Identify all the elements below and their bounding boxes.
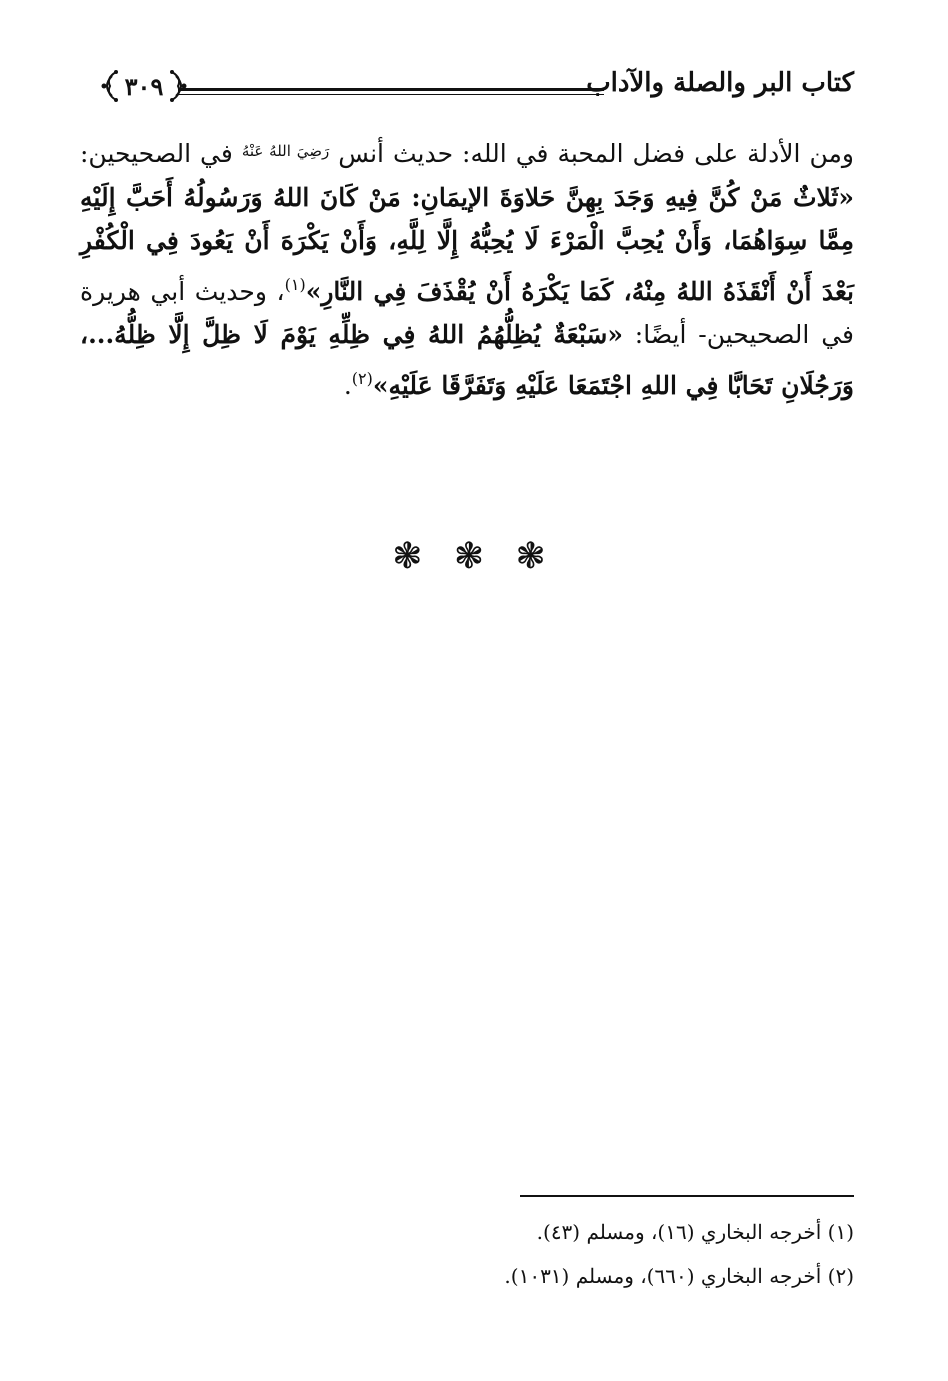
running-title: كتاب البر والصلة والآداب bbox=[586, 68, 854, 98]
footnote-ref-1: (١) bbox=[284, 274, 306, 294]
page-number-ornament bbox=[98, 66, 190, 106]
intro-tail: في الصحيحين: bbox=[80, 139, 242, 168]
hadith-quote-2: «سَبْعَةٌ يُظِلُّهُمُ اللهُ فِي ظِلِّهِ يَوْمَ لَا ظِلَّ إِلَّا ظِلُّهُ...، وَرَجُلَانِ تَحَابَّا فِي اللهِ اجْتَمَعَا عَلَيْهِ وَتَفَرَّقَا عَلَيْهِ» bbox=[80, 320, 854, 400]
end-punctuation: . bbox=[343, 370, 352, 400]
page-header bbox=[80, 62, 854, 108]
hadith-quote-1: «ثَلاثٌ مَنْ كُنَّ فِيهِ وَجَدَ بِهِنَّ حَلاوَةَ الإيمَانِ: مَنْ كَانَ اللهُ وَرَسُولُهُ أَحَبَّ إِلَيْهِ مِمَّا سِوَاهُمَا، وَأَنْ يُحِبَّ الْمَرْءَ لَا يُحِبُّهُ إِلَّا لِلَّهِ، وَأَنْ يَكْرَهَ أَنْ يَعُودَ فِي الْكُفْرِ بَعْدَ أَنْ أَنْقَذَهُ اللهُ مِنْهُ، كَمَا يَكْرَهُ أَنْ يُقْذَفَ فِي النَّارِ» bbox=[80, 182, 854, 306]
footnote-rule bbox=[520, 1195, 854, 1197]
paragraph bbox=[80, 130, 854, 407]
footnote-1: (١) أخرجه البخاري (١٦)، ومسلم (٤٣). bbox=[536, 1220, 854, 1244]
intro-text: ومن الأدلة على فضل المحبة في الله: حديث أنس bbox=[329, 139, 854, 168]
footnote-ref-2: (٢) bbox=[351, 368, 373, 388]
footnote-2: (٢) أخرجه البخاري (٦٦٠)، ومسلم (١٠٣١). bbox=[504, 1264, 854, 1288]
main-text bbox=[80, 130, 854, 407]
honorific-glyph: رَضِيَ اللهُ عَنْهُ bbox=[241, 142, 330, 160]
middle-text: ، وحديث أبي هريرة في الصحيحين- أيضًا: bbox=[80, 276, 854, 349]
page-number: ٣٠٩ bbox=[124, 72, 164, 101]
header-rule bbox=[178, 88, 604, 91]
footnotes bbox=[354, 1210, 854, 1298]
section-separator: ❃ ❃ ❃ bbox=[392, 536, 556, 577]
